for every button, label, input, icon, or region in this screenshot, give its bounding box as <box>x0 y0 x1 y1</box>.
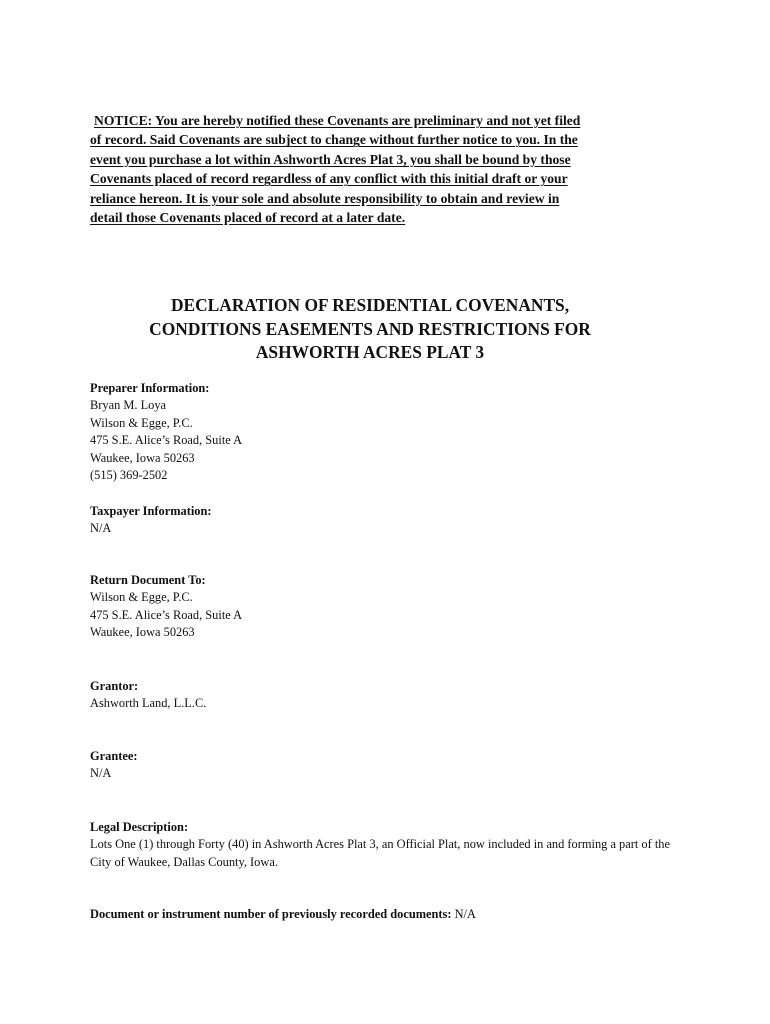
preparer-label: Preparer Information: <box>90 381 210 395</box>
title-line: CONDITIONS EASEMENTS AND RESTRICTIONS FOR <box>149 318 591 339</box>
preparer-firm: Wilson & Egge, P.C. <box>90 415 193 430</box>
notice-line: NOTICE: You are hereby notified these Covenants are preliminary and not yet filed <box>94 113 581 128</box>
notice-line: of record. Said Covenants are subject to change without further notice to you. In the <box>90 132 578 148</box>
grantor-label: Grantor: <box>90 679 139 693</box>
title-line: DECLARATION OF RESIDENTIAL COVENANTS, <box>170 295 570 315</box>
previous-documents-value: N/A <box>454 907 476 921</box>
grantee-section <box>90 748 710 783</box>
notice-line: detail those Covenants placed of record at a later date. <box>90 210 406 226</box>
notice-paragraph <box>90 111 650 227</box>
preparer-section <box>90 380 710 484</box>
legal-description-text: Lots One (1) through Forty (40) in Ashworth Acres Plat 3, an Official Plat, now included in and forming a part of the City of Waukee, Dallas County, Iowa. <box>90 837 670 869</box>
legal-description-label: Legal Description: <box>90 820 189 834</box>
document-title <box>0 294 740 365</box>
preparer-name: Bryan M. Loya <box>90 398 167 413</box>
return-to-firm: Wilson & Egge, P.C. <box>90 590 193 605</box>
notice-line: event you purchase a lot within Ashworth Acres Plat 3, you shall be bound by those <box>90 151 571 167</box>
grantor-value: Ashworth Land, L.L.C. <box>90 696 207 711</box>
previous-documents-label: Document or instrument number of previously recorded documents: <box>90 907 452 921</box>
grantor-section <box>90 678 710 713</box>
return-to-section <box>90 572 710 642</box>
preparer-phone: (515) 369-2502 <box>90 468 168 483</box>
taxpayer-section <box>90 503 710 538</box>
return-to-address: 475 S.E. Alice’s Road, Suite A <box>90 607 243 622</box>
previous-documents-line <box>90 906 710 923</box>
grantee-value: N/A <box>90 766 112 781</box>
grantee-label: Grantee: <box>90 749 138 763</box>
preparer-address: 475 S.E. Alice’s Road, Suite A <box>90 433 243 448</box>
legal-description-section <box>90 819 710 871</box>
preparer-city: Waukee, Iowa 50263 <box>90 450 195 465</box>
taxpayer-value: N/A <box>90 521 112 536</box>
taxpayer-label: Taxpayer Information: <box>90 504 212 518</box>
notice-line: Covenants placed of record regardless of any conflict with this initial draft or your <box>90 171 568 187</box>
notice-line: reliance hereon. It is your sole and absolute responsibility to obtain and review in <box>90 190 560 206</box>
previous-documents-section <box>90 906 710 923</box>
return-to-label: Return Document To: <box>90 573 206 587</box>
return-to-city: Waukee, Iowa 50263 <box>90 625 195 640</box>
title-line: ASHWORTH ACRES PLAT 3 <box>255 342 485 362</box>
